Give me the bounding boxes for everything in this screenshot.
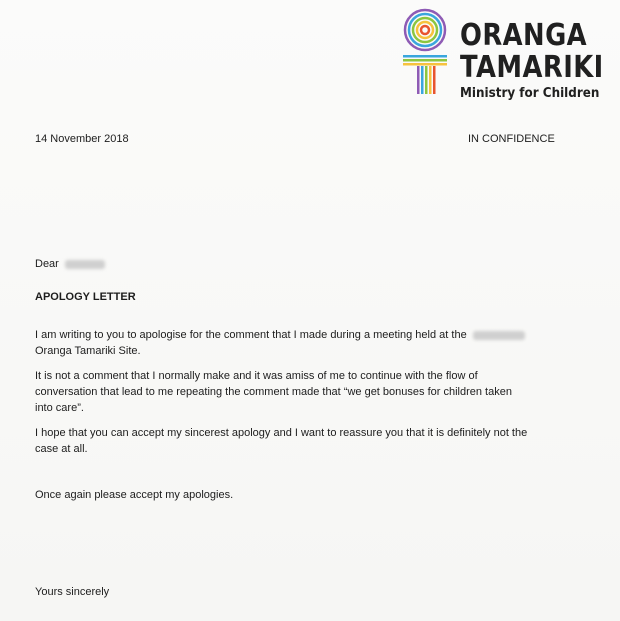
- letter-subject: APOLOGY LETTER: [35, 291, 136, 303]
- paragraph-1: [35, 327, 525, 359]
- redacted-location: [473, 331, 525, 340]
- classification-label: IN CONFIDENCE: [468, 133, 555, 145]
- organisation-logo: [460, 20, 620, 102]
- paragraph-2-line-1: It is not a comment that I normally make and it was amiss of me to continue with the flow of: [35, 370, 478, 382]
- letter-date: 14 November 2018: [35, 133, 129, 145]
- paragraph-1-line-1: I am writing to you to apologise for the comment that I made during a meeting held at the: [35, 329, 467, 341]
- oranga-tamariki-koru-icon: [402, 8, 448, 96]
- paragraph-2-line-2: conversation that lead to me repeating the comment made that “we get bonuses for children taken: [35, 386, 512, 398]
- paragraph-3-line-1: I hope that you can accept my sincerest apology and I want to reassure you that it is definitely not the: [35, 427, 528, 439]
- paragraph-2-line-3: into care”.: [35, 402, 84, 414]
- redacted-recipient-name: [65, 260, 105, 269]
- salutation-text: Dear: [35, 258, 59, 270]
- paragraph-line: [35, 327, 525, 343]
- closing-line: Once again please accept my apologies.: [35, 489, 234, 501]
- paragraph-1-line-2: Oranga Tamariki Site.: [35, 345, 141, 357]
- logo-title-line2: TAMARIKI: [460, 50, 604, 85]
- paragraph-3-line-2: case at all.: [35, 443, 88, 455]
- salutation: [35, 257, 105, 271]
- logo-title-line1: ORANGA: [460, 18, 588, 53]
- logo-subtitle: Ministry for Children: [460, 86, 600, 101]
- sign-off: Yours sincerely: [35, 586, 110, 598]
- paragraph-2: [35, 368, 512, 416]
- paragraph-3: [35, 425, 527, 457]
